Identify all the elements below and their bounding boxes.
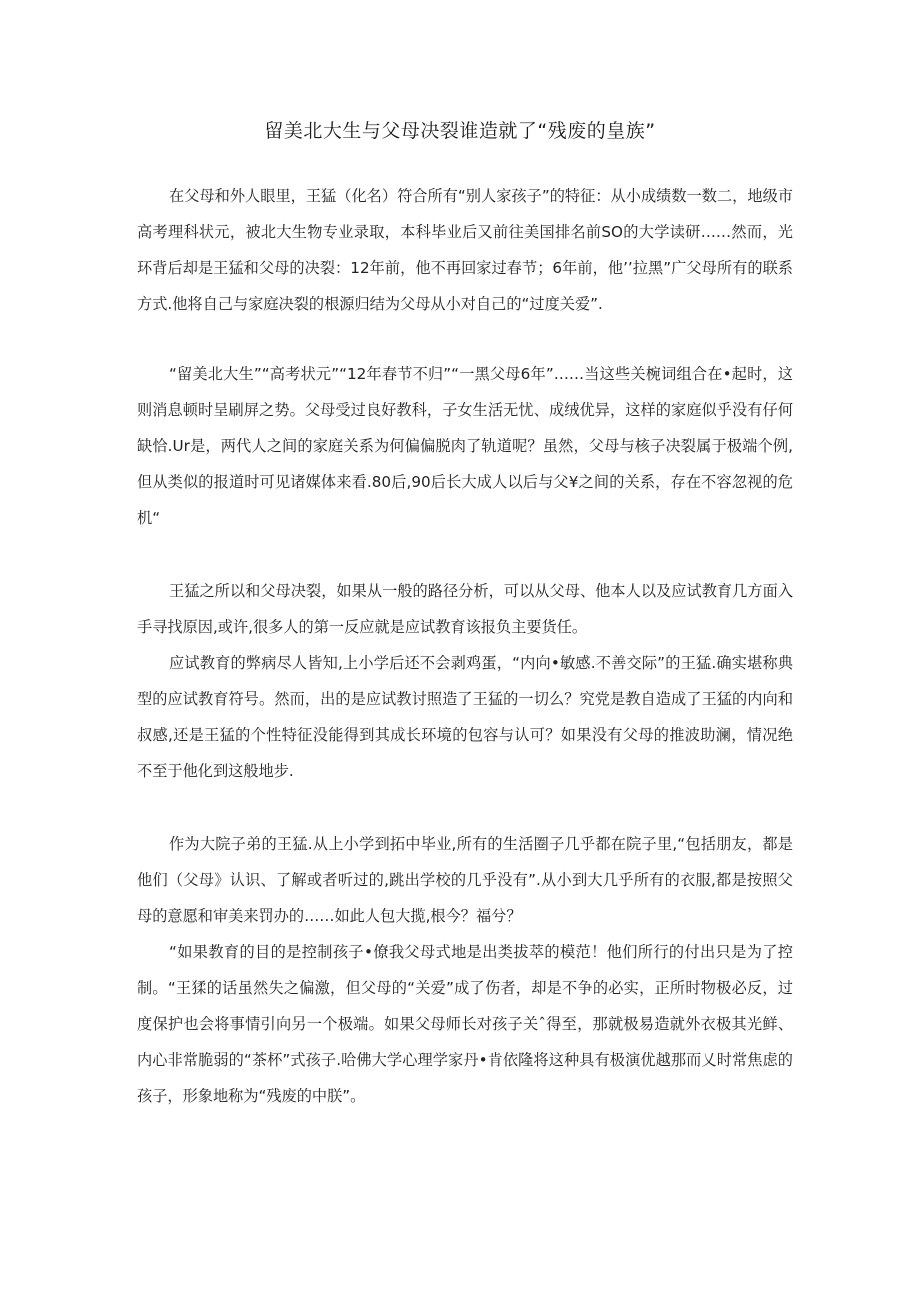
paragraph-2: “留美北大生”“高考状元”“12年春节不归”“一黑父母6年”……当这些关椀词组合在•起时，这则消息顿时呈刷屏之势。父母受过良好教科，子女生活无忧、成绒优异，这样的家庭似乎没有仔何缺恰.Ur是，两代人之间的家庭关系为何偏偏脱肉了轨道呢？虽然，父母与核子决裂属于极端个例,但从类似的报道时可见诸媒体来看.80后,90后长大成人以后与父¥之间的关系，存在不容忽视的危机“	[137, 365, 793, 527]
paragraph-6: “如果教育的目的是控制孩子•僚我父母式地是出类拔萃的模范！他们所行的付出只是为了控制。“王猱的话虽然失之偏激，但父母的“关爱”成了伤者，却是不争的必实，正所时物极必反，过度保护也会将事情引向另一个极端。如果父母师长对孩子关ˆ得至，那就极易造就外衣极其光鲜、内心非常脆弱的“茶杯”式孩子.哈佛大学心理学家丹•肯依隆将这种具有极演优越那而乂时常焦虑的孩子，形象地称为“残废的中朕”。	[137, 943, 793, 1105]
paragraph-4: 应试教育的弊病尽人皆知,上小学后还不会剥鸡蛋，“内向•敏感.不善交际”的王猛.确实堪称典型的应试教育符号。然而，出的是应试教讨照造了王猛的一切么？究党是教自造成了王猛的内向和叔感,还是王猛的个性特征没能得到其成长环境的包容与认可？如果没有父母的推波助澜，情况绝不至于他化到这般地步.	[137, 654, 793, 780]
article-title: 留美北大生与父母决裂谁造就了“残废的皇族”	[264, 120, 656, 142]
paragraph-1: 在父母和外人眼里，王猛（化名）符合所有“别人家孩子”的特征：从小成绩数一数二，地级市高考理科状元，被北大生物专业录取，本科毕业后又前往美国排名前SO的大学读研……然而，光环背后却是王猛和父母的决裂：12年前，他不再回家过春节；6年前，他’’拉黑”广父母所有的联系方式.他将自己与家庭决裂的根源归结为父母从小对自己的“过度关爱”.	[137, 187, 793, 313]
paragraph-5: 作为大院子弟的王猛.从上小学到拓中毕业,所有的生活圈子几乎都在院子里,“包括朋友，都是他们（父母》认识、了解或者听过的,跳出学校的几乎没有”.从小到大几乎所有的衣服,都是按照父母的意愿和审美来罚办的……如此人包大揽,根今？福兮？	[137, 835, 793, 925]
paragraph-3: 王猛之所以和父母决裂，如果从一般的路径分析，可以从父母、他本人以及应试教育几方面入手寻找原因,或许,很多人的第一反应就是应试教育该报负主要货任。	[137, 582, 793, 636]
